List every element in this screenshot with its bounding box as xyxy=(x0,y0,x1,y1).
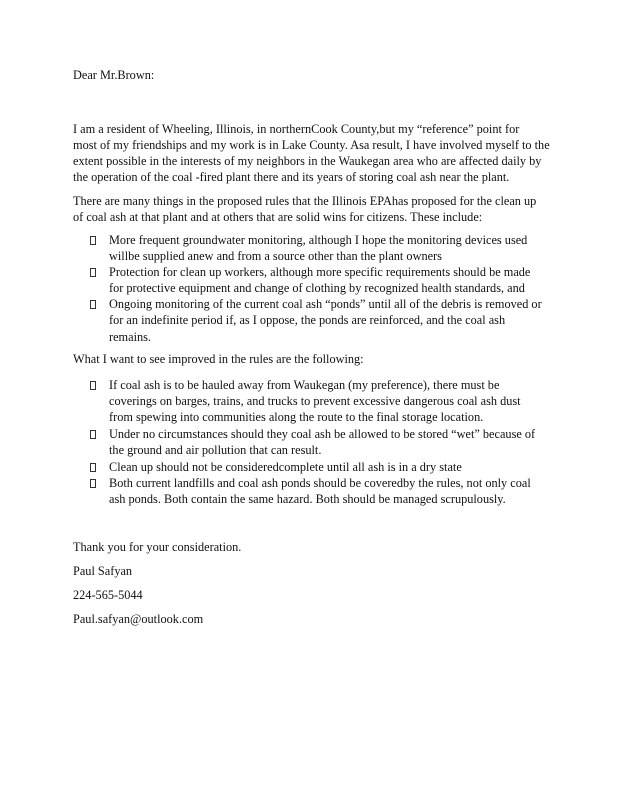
paragraph-line: I am a resident of Wheeling, Illinois, in northernCook County,but my “reference” point for xyxy=(73,122,520,136)
list-item-line: for an indefinite period if, as I oppose, the ponds are reinforced, and the coal ash xyxy=(109,313,506,327)
bullet-icon xyxy=(90,479,96,488)
bullet-icon xyxy=(90,430,96,439)
salutation: Dear Mr.Brown: xyxy=(73,68,155,82)
list-item-line: the ground and air pollution that can result. xyxy=(109,443,322,457)
bullet-icon xyxy=(90,463,96,472)
closing: Thank you for your consideration. xyxy=(73,540,242,554)
paragraph-line: of coal ash at that plant and at others that are solid wins for citizens. These include: xyxy=(73,210,483,224)
list-item-line: ash ponds. Both contain the same hazard. Both should be managed scrupulously. xyxy=(109,492,506,506)
bullet-icon xyxy=(90,236,96,245)
list-item-line: Clean up should not be consideredcomplete until all ash is in a dry state xyxy=(109,460,462,474)
list-item-line: remains. xyxy=(109,330,152,344)
paragraph-line: What I want to see improved in the rules are the following: xyxy=(73,352,364,366)
signature-name: Paul Safyan xyxy=(73,564,133,578)
list-item-line: from spewing into communities along the route to the final storage location. xyxy=(109,410,484,424)
paragraph-line: most of my friendships and my work is in Lake County. Asa result, I have involved myself to the xyxy=(73,138,550,152)
list-item-line: coverings on barges, trains, and trucks to prevent excessive dangerous coal ash dust xyxy=(109,394,521,408)
paragraph-line: extent possible in the interests of my neighbors in the Waukegan area who are affected daily by xyxy=(73,154,542,168)
list-item-line: willbe supplied anew and from a source other than the plant owners xyxy=(109,249,442,263)
list-item-line: for protective equipment and change of clothing by recognized health standards, and xyxy=(109,281,525,295)
list-item-line: Under no circumstances should they coal ash be allowed to be stored “wet” because of xyxy=(109,427,536,441)
bullet-icon xyxy=(90,268,96,277)
bullet-icon xyxy=(90,300,96,309)
signature-phone: 224-565-5044 xyxy=(73,588,143,602)
list-item-line: Ongoing monitoring of the current coal ash “ponds” until all of the debris is removed or xyxy=(109,297,542,311)
list-item-line: If coal ash is to be hauled away from Waukegan (my preference), there must be xyxy=(109,378,500,392)
signature-email: Paul.safyan@outlook.com xyxy=(73,612,204,626)
list-item-line: More frequent groundwater monitoring, although I hope the monitoring devices used xyxy=(109,233,528,247)
list-item-line: Protection for clean up workers, although more specific requirements should be made xyxy=(109,265,531,279)
paragraph-line: the operation of the coal -fired plant there and its years of storing coal ash near the plant. xyxy=(73,170,510,184)
paragraph-line: There are many things in the proposed rules that the Illinois EPAhas proposed for the clean up xyxy=(73,194,537,208)
list-item-line: Both current landfills and coal ash ponds should be coveredby the rules, not only coal xyxy=(109,476,531,490)
bullet-icon xyxy=(90,381,96,390)
